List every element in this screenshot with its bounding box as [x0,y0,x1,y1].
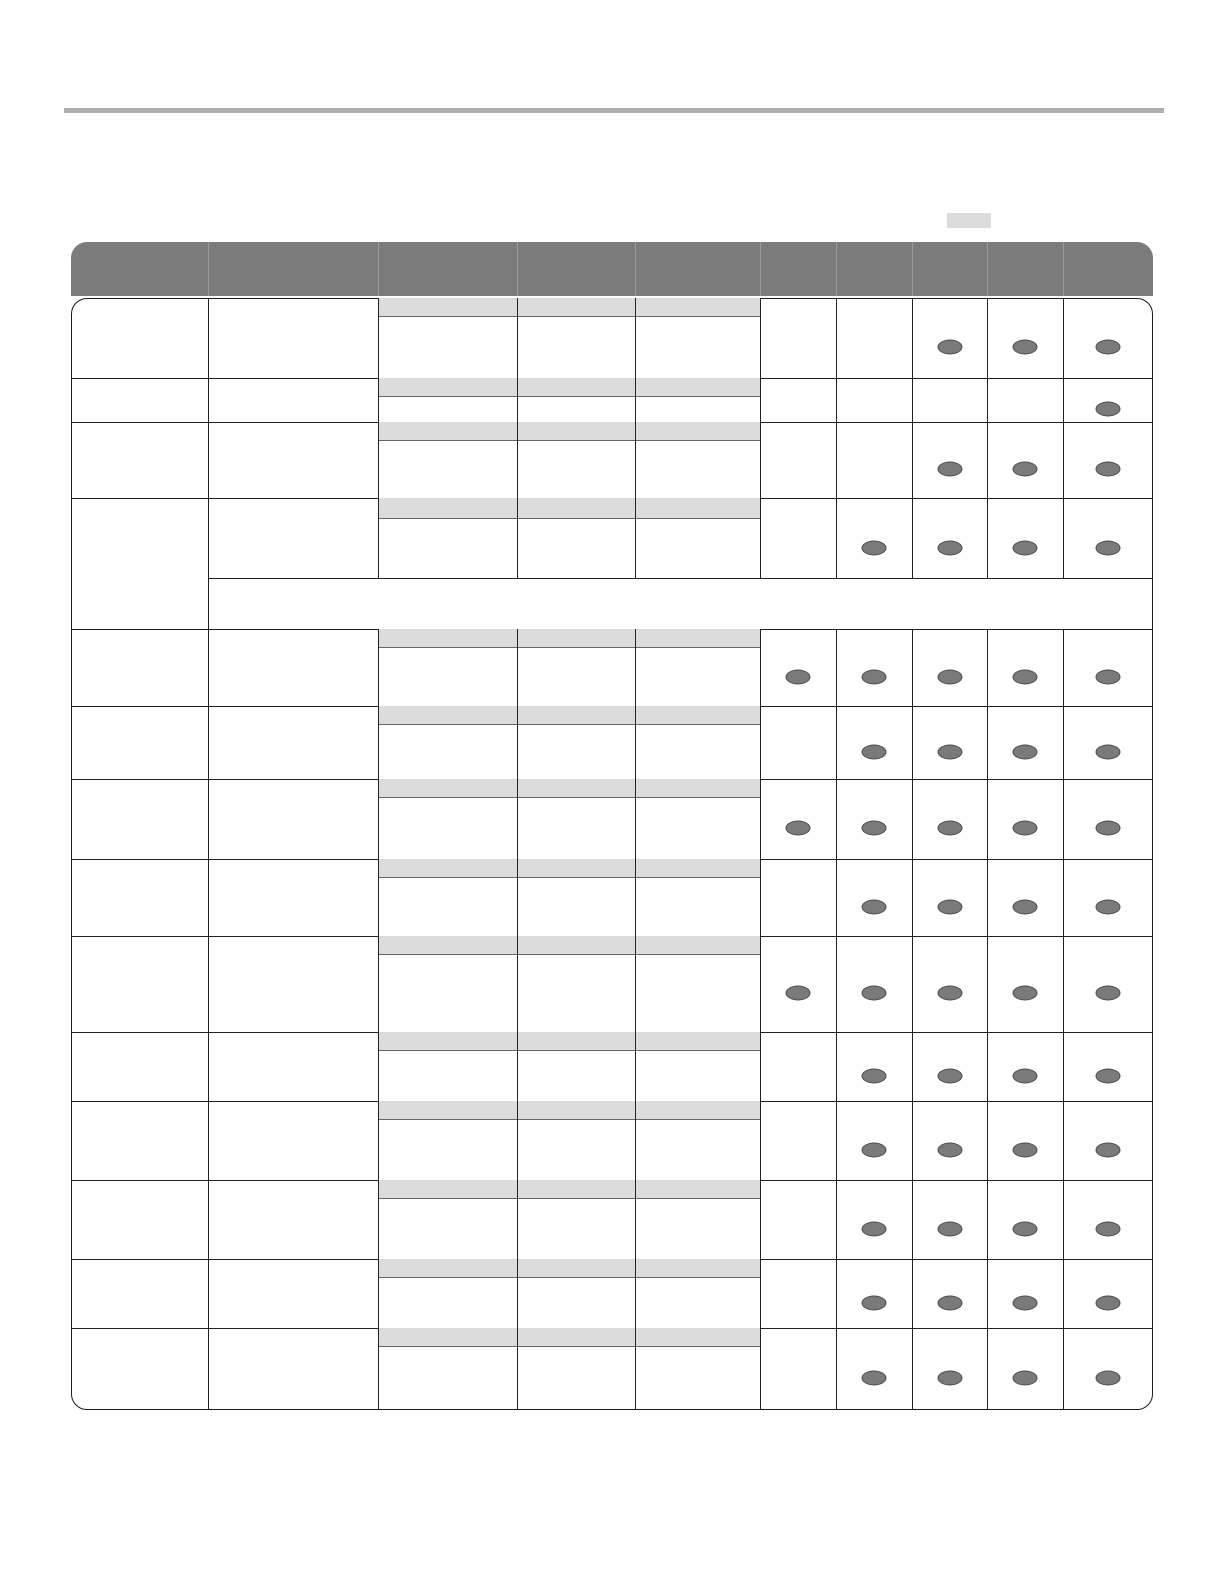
row-band [378,779,760,798]
col-divider [836,629,837,706]
compat-dot [1096,462,1121,477]
compat-dot [1013,1295,1038,1310]
compat-dot [1013,541,1038,556]
col-divider [760,298,761,378]
compat-dot [937,1068,962,1083]
col-divider [1063,1101,1064,1180]
row-band [378,1259,760,1278]
compat-dot [1096,402,1121,417]
col-divider [1063,298,1064,378]
col-divider [378,298,379,378]
header-divider [378,242,379,296]
header-divider [208,242,209,296]
compat-dot [937,541,962,556]
col-divider [208,1259,209,1328]
col-divider [378,859,379,936]
col-divider [208,378,209,422]
compat-dot [1013,986,1038,1001]
compat-dot [1096,1295,1121,1310]
band-divider [517,1180,518,1259]
col-divider [378,936,379,1032]
row-band [378,706,760,725]
band-divider [517,378,518,422]
compat-dot [937,821,962,836]
col-divider [836,1328,837,1410]
band-divider [635,859,636,936]
compat-dot [862,669,887,684]
band-divider [635,779,636,859]
compat-dot [1096,340,1121,355]
compat-dot [937,462,962,477]
band-divider [517,1259,518,1328]
col-divider [208,706,209,779]
band-divider [635,629,636,706]
col-divider [208,629,209,706]
col-divider [760,1180,761,1259]
compat-dot [862,1142,887,1157]
col-divider [987,1032,988,1101]
col-divider [836,706,837,779]
col-divider [836,779,837,859]
top-rule [64,108,1164,113]
compat-dot [1096,744,1121,759]
col-divider [760,936,761,1032]
row-band [378,422,760,441]
compat-dot [1096,1221,1121,1236]
col-divider [208,1328,209,1410]
band-divider [517,936,518,1032]
band-divider [635,1328,636,1410]
band-divider [517,498,518,578]
compat-dot [1013,669,1038,684]
col-divider [836,422,837,498]
compatibility-table [71,298,1153,1410]
band-divider [517,298,518,378]
col-divider [378,378,379,422]
compat-dot [937,1371,962,1386]
compat-dot [1096,669,1121,684]
col-divider [760,706,761,779]
header-divider [517,242,518,296]
col-divider [760,1032,761,1101]
band-divider [517,706,518,779]
band-divider [517,1032,518,1101]
col-divider [987,859,988,936]
row-band [378,1328,760,1347]
col-divider [760,1259,761,1328]
compat-dot [937,1221,962,1236]
compat-dot [937,899,962,914]
col-divider [836,298,837,378]
header-divider [987,242,988,296]
band-divider [517,779,518,859]
col-divider [760,378,761,422]
compat-dot [862,986,887,1001]
col-divider [760,1101,761,1180]
col-divider [1063,1032,1064,1101]
band-divider [517,422,518,498]
compat-dot [1096,1068,1121,1083]
col-divider [760,629,761,706]
compat-dot [1013,1371,1038,1386]
col-divider [208,1032,209,1101]
band-divider [517,629,518,706]
compat-dot [1013,744,1038,759]
col-divider [208,779,209,859]
compat-dot [937,669,962,684]
col-divider [912,378,913,422]
col-divider [760,779,761,859]
compat-dot [1013,899,1038,914]
col-divider [1063,629,1064,706]
header-divider [1063,242,1064,296]
compat-dot [1013,821,1038,836]
compat-dot [1013,462,1038,477]
header-divider [912,242,913,296]
compat-dot [1013,1068,1038,1083]
band-divider [517,859,518,936]
compat-dot [1096,986,1121,1001]
compat-dot [786,986,811,1001]
col-divider [1063,859,1064,936]
col-divider [378,779,379,859]
compat-dot [862,1371,887,1386]
compat-dot [937,1142,962,1157]
col-divider [1063,1180,1064,1259]
col-divider [912,498,913,578]
col-divider [912,859,913,936]
compat-dot [1096,899,1121,914]
col-divider [378,629,379,706]
col-divider [208,936,209,1032]
band-divider [635,298,636,378]
col-divider [987,422,988,498]
col-divider [836,1101,837,1180]
col-divider [987,629,988,706]
compat-dot [862,899,887,914]
row-band [378,629,760,648]
col-divider [836,859,837,936]
band-divider [635,498,636,578]
compat-dot [1096,1371,1121,1386]
band-divider [517,1328,518,1410]
compat-dot [862,541,887,556]
col-divider [912,779,913,859]
col-divider [912,1180,913,1259]
band-divider [635,1101,636,1180]
col-divider [912,936,913,1032]
compat-dot [786,821,811,836]
row-band [378,378,760,397]
note-separator [208,578,1153,579]
col-divider [987,1101,988,1180]
table-header [71,242,1153,296]
col-divider [760,1328,761,1410]
compat-dot [862,1068,887,1083]
col-divider [1063,498,1064,578]
col-divider [987,378,988,422]
header-divider [836,242,837,296]
compat-dot [786,669,811,684]
col-divider [912,422,913,498]
col-divider [836,1032,837,1101]
col-divider [987,298,988,378]
compat-dot [937,744,962,759]
row-band [378,498,760,519]
col-divider [912,1101,913,1180]
col-divider [760,498,761,578]
col-divider [208,859,209,936]
col-divider [1063,1259,1064,1328]
row-band [378,859,760,878]
band-divider [635,378,636,422]
col-divider [987,706,988,779]
col-divider [836,1180,837,1259]
compat-dot [1013,340,1038,355]
col-divider [208,298,209,378]
col-divider [987,779,988,859]
row-band [378,936,760,955]
col-divider [912,298,913,378]
compat-dot [937,1295,962,1310]
compat-dot [937,986,962,1001]
row-band [378,1180,760,1199]
legend-swatch [947,213,991,228]
col-divider [912,1328,913,1410]
col-divider [378,706,379,779]
col-divider [836,936,837,1032]
col-divider [208,498,209,629]
band-divider [635,1180,636,1259]
col-divider [1063,422,1064,498]
col-divider [378,1328,379,1410]
compat-dot [937,340,962,355]
col-divider [208,1101,209,1180]
col-divider [378,422,379,498]
compat-dot [1096,541,1121,556]
col-divider [1063,378,1064,422]
col-divider [1063,1328,1064,1410]
col-divider [378,1101,379,1180]
col-divider [912,706,913,779]
col-divider [760,422,761,498]
compat-dot [1096,821,1121,836]
band-divider [635,422,636,498]
col-divider [378,1180,379,1259]
compat-dot [1013,1221,1038,1236]
col-divider [208,1180,209,1259]
col-divider [1063,706,1064,779]
col-divider [1063,936,1064,1032]
col-divider [378,498,379,578]
compat-dot [1096,1142,1121,1157]
col-divider [378,1032,379,1101]
compat-dot [1013,1142,1038,1157]
col-divider [987,1328,988,1410]
col-divider [987,936,988,1032]
band-divider [635,936,636,1032]
band-divider [635,706,636,779]
col-divider [836,498,837,578]
row-band [378,1032,760,1051]
col-divider [987,1259,988,1328]
band-divider [517,1101,518,1180]
row-band [378,298,760,317]
col-divider [912,629,913,706]
col-divider [987,498,988,578]
compat-dot [862,821,887,836]
col-divider [987,1180,988,1259]
compat-dot [862,1295,887,1310]
col-divider [378,1259,379,1328]
compat-dot [862,744,887,759]
row-band [378,1101,760,1120]
band-divider [635,1032,636,1101]
header-divider [635,242,636,296]
compat-dot [862,1221,887,1236]
band-divider [635,1259,636,1328]
col-divider [208,422,209,498]
col-divider [1063,779,1064,859]
col-divider [836,1259,837,1328]
col-divider [912,1259,913,1328]
col-divider [760,859,761,936]
col-divider [836,378,837,422]
header-divider [760,242,761,296]
col-divider [912,1032,913,1101]
